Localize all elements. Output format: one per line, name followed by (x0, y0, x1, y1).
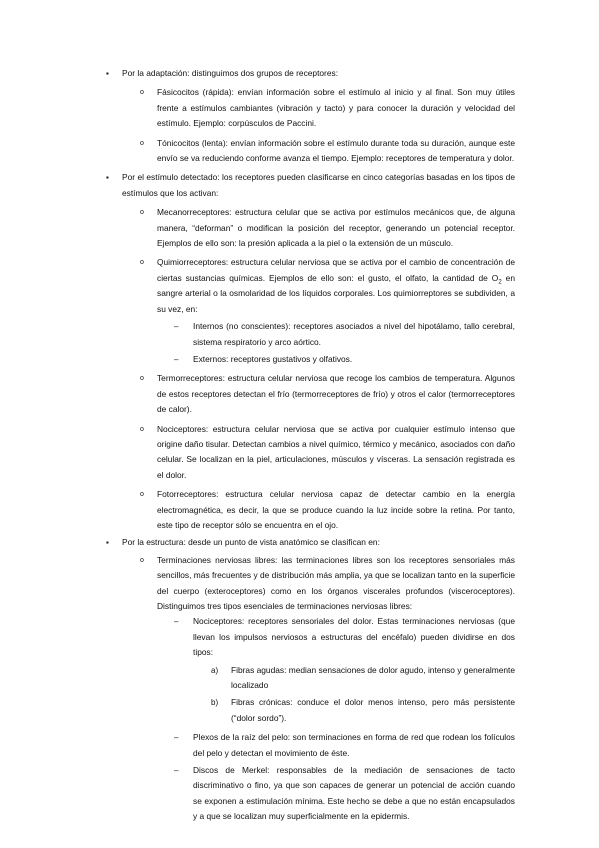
list-item-nociceptores-libres (0, 614, 599, 660)
item-text: Fibras crónicas: conduce el dolor menos intenso, pero más persistente (“dolor sordo”). (231, 697, 515, 723)
square-bullet-icon: ▪ (106, 538, 109, 548)
letter-marker: a) (211, 665, 219, 675)
section-text: Por el estímulo detectado: los receptores pueden clasificarse en cinco categorías basadas en los tipos de estímulos que los activan: (122, 172, 515, 198)
item-text: Discos de Merkel: responsables de la mediación de sensaciones de tacto discriminativo o fino, ya que son capaces de generar un potencial de acción cuando se exponen a estimulación mínima. Este hecho se debe a que no están encapsulados y a que se localizan muy superficialmente en la epidermis. (193, 765, 515, 822)
circle-bullet-icon: o (140, 491, 144, 499)
list-item-fibras-cronicas (0, 695, 599, 726)
list-item-termorreceptores (0, 371, 599, 417)
list-item-merkel (0, 763, 599, 825)
list-item-internos (0, 319, 599, 350)
circle-bullet-icon: o (140, 259, 144, 267)
item-text: Tónicocitos (lenta): envían información sobre el estímulo durante toda su duración, aunque este envío se va reduciendo conforme avanza el tiempo. Ejemplo: receptores de temperatura y dolor. (157, 137, 515, 164)
list-item-stimulus (0, 170, 599, 201)
item-text: Plexos de la raíz del pelo: son terminaciones en forma de red que rodean los folículos del pelo y detectan el movimiento de éste. (193, 732, 515, 758)
letter-marker: b) (211, 698, 219, 708)
list-item-structure (0, 535, 599, 550)
item-text: Fibras agudas: median sensaciones de dolor agudo, intenso y generalmente localizado (231, 664, 516, 691)
dash-bullet-icon: – (174, 766, 179, 776)
item-text: Fotorreceptores: estructura celular nerviosa capaz de detectar cambio en la energía electromagnética, es decir, la que se produce cuando la luz incide sobre la retina. Por tanto, este tipo de receptor sólo se encuentra en el ojo. (157, 489, 515, 530)
list-item-mecanorreceptores (0, 205, 599, 251)
item-text-part-b: en sangre arterial o la osmolaridad de los líquidos corporales. Los quimiorreptores se subdividen, a su vez, en: (157, 272, 515, 314)
item-text: Nociceptores: estructura celular nerviosa que se activa por cualquier estímulo intenso que origine daño tisular. Detectan cambios a nivel químico, térmico y mecánico, asociados con daño celular. Se localizan en la piel, articulaciones, músculos y vísceras. La sensación registrada es el dolor. (157, 423, 515, 480)
circle-bullet-icon: o (140, 556, 144, 564)
circle-bullet-icon: o (140, 209, 144, 217)
list-item-tonicocitos (0, 136, 599, 167)
item-text: Terminaciones nerviosas libres: las terminaciones libres son los receptores sensoriales más sencillos, más frecuentes y de distribución más amplia, ya que se localizan tanto en la superficie del cuerpo (exteroceptores) como en los órganos viscerales profundos (visceroceptores). Distinguimos tres tipos esenciales de terminaciones nerviosas libres: (157, 554, 515, 611)
item-text: Termorreceptores: estructura celular nerviosa que recoge los cambios de temperatura. Algunos de estos receptores detectan el frío (termorreceptores de frío) y otros el calor (termorreceptores de calor). (157, 373, 515, 415)
item-text: Fásicocitos (rápida): envían información sobre el estímulo al inicio y al final. Son muy útiles frente a estímulos cambiantes (vibración y tacto) y para conocer la duración y velocidad del estímulo. Ejemplo: corpúsculos de Paccini. (157, 87, 515, 129)
circle-bullet-icon: o (140, 89, 144, 97)
list-item-fotorreceptores (0, 487, 599, 533)
list-item-plexos (0, 730, 599, 761)
circle-bullet-icon: o (140, 139, 144, 147)
section-text: Por la adaptación: distinguimos dos grupos de receptores: (122, 68, 339, 78)
item-text-part-a: Quimiorreceptores: estructura celular nerviosa que se activa por el cambio de concentración de ciertas sustancias químicas. Ejemplos de ello son: el gusto, el olfato, la cantidad de O (157, 257, 515, 283)
list-item-nociceptores (0, 422, 599, 484)
list-item-terminaciones-libres (0, 553, 599, 615)
item-text: Internos (no conscientes): receptores asociados a nivel del hipotálamo, tallo cerebral, sistema respiratorio y arco aórtico. (193, 321, 515, 347)
list-item-adaptation (0, 66, 599, 81)
document-body (0, 66, 599, 825)
square-bullet-icon: ▪ (106, 173, 109, 183)
dash-bullet-icon: – (174, 733, 179, 743)
subscript: 2 (498, 279, 502, 286)
dash-bullet-icon: – (174, 617, 179, 627)
dash-bullet-icon: – (174, 354, 179, 364)
list-item-fasicocitos (0, 85, 599, 131)
square-bullet-icon: ▪ (106, 69, 109, 78)
item-text (157, 255, 515, 317)
dash-bullet-icon: – (174, 322, 179, 332)
item-text: Nociceptores: receptores sensoriales del dolor. Estas terminaciones nerviosas (que llevan los impulsos nerviosos a estructuras del encéfalo) pueden dividirse en dos tipos: (193, 616, 515, 658)
list-item-fibras-agudas (0, 663, 599, 694)
item-text: Externos: receptores gustativos y olfativos. (193, 353, 353, 364)
list-item-externos (0, 352, 599, 367)
list-item-quimiorreceptores (0, 255, 599, 317)
circle-bullet-icon: o (140, 425, 144, 433)
circle-bullet-icon: o (140, 375, 144, 383)
item-text: Mecanorreceptores: estructura celular que se activa por estímulos mecánicos que, de alguna manera, “deforman” o modifican la posición del receptor, generando un potencial receptor. Ejemplos de ello son: la presión aplicada a la piel o la extensión de un músculo. (157, 207, 515, 249)
section-text: Por la estructura: desde un punto de vista anatómico se clasifican en: (122, 537, 380, 548)
